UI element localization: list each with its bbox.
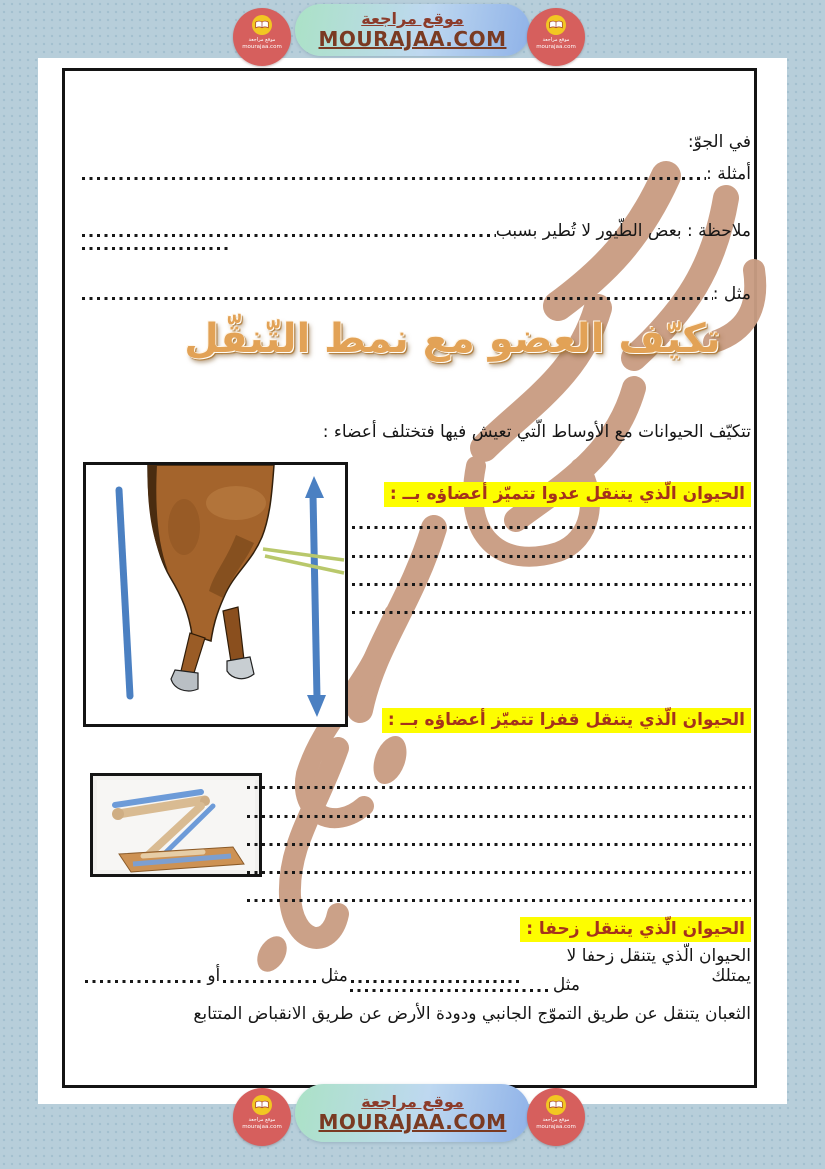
site-name-arabic-link[interactable]: موقع مراجعة: [361, 1091, 464, 1111]
answer-blank-line: [247, 786, 751, 789]
worksheet-page: [38, 58, 787, 1104]
open-book-icon: [252, 15, 272, 35]
like-line: [82, 284, 751, 304]
note-line: [82, 221, 751, 241]
logo-text-domain: mourajaa.com: [242, 43, 282, 50]
footer-banner: [0, 1084, 825, 1148]
crawl-like2-label: مثل: [552, 975, 580, 995]
crawl-text: الحيوان الّذي يتنقل زحفا لا يمتلك: [566, 946, 751, 986]
logo-text-domain: mourajaa.com: [536, 43, 576, 50]
answer-blank-line: [247, 899, 751, 902]
jumping-leg-figure: [90, 773, 262, 877]
site-domain-link[interactable]: MOURAJAA.COM: [318, 27, 507, 52]
jump-section-heading: [382, 708, 751, 733]
logo-text-arabic: موقع مراجعة: [542, 37, 570, 43]
answer-blank-line: [247, 815, 751, 818]
mourajaa-logo-badge: [233, 1088, 291, 1146]
jump-highlight: الحيوان الّذي يتنقل قفزا تتميّز أعضاؤه بــ :: [382, 708, 751, 733]
note-text: ملاحظة : بعض الطّيور لا تُطير بسبب: [495, 221, 751, 241]
air-section-label: في الجوّ:: [687, 132, 751, 152]
crawl-section-heading: [520, 917, 751, 942]
answer-blank-inline: [85, 980, 204, 983]
answer-blank-line: [247, 843, 751, 846]
answer-blank-inline: [350, 989, 550, 992]
horse-hind-legs-figure: [83, 462, 348, 727]
examples-line: [82, 164, 751, 184]
snake-note: الثعبان يتنقل عن طريق التموّج الجانبي ودودة الأرض عن طريق الانقباض المتتابع: [193, 1004, 751, 1024]
answer-blank-line: [352, 583, 751, 586]
run-highlight: الحيوان الّذي يتنقل عدوا تتميّز أعضاؤه بــ :: [384, 482, 751, 507]
site-banner-pill[interactable]: [295, 4, 530, 56]
answer-blank-inline: [223, 980, 317, 983]
crawl-or-word: أو: [207, 966, 221, 986]
crawl-highlight: الحيوان الّذي يتنقل زحفا :: [520, 917, 751, 942]
answer-blank-line: [82, 297, 713, 300]
logo-text-arabic: موقع مراجعة: [248, 37, 276, 43]
mourajaa-logo-badge: [527, 8, 585, 66]
lesson-title: تكيّف العضو مع نمط التّنقّل: [184, 316, 721, 362]
answer-blank-line: [352, 611, 751, 614]
site-banner-pill[interactable]: [295, 1084, 530, 1142]
run-section-heading: [384, 482, 751, 507]
open-book-icon: [252, 1095, 272, 1115]
answer-blank-line: [82, 234, 496, 237]
logo-text-domain: mourajaa.com: [536, 1123, 576, 1130]
crawl-like-line: [347, 975, 580, 995]
answer-blank-line: [352, 555, 751, 558]
answer-blank-line: [247, 871, 751, 874]
header-banner: [0, 4, 825, 68]
site-domain-link[interactable]: MOURAJAA.COM: [318, 1110, 507, 1135]
answer-blank-line: [352, 526, 751, 529]
open-book-icon: [546, 15, 566, 35]
mourajaa-logo-badge: [527, 1088, 585, 1146]
examples-label: أمثلة :: [706, 164, 751, 184]
logo-text-domain: mourajaa.com: [242, 1123, 282, 1130]
answer-blank-line: [82, 177, 706, 180]
open-book-icon: [546, 1095, 566, 1115]
site-name-arabic-link[interactable]: موقع مراجعة: [361, 8, 464, 28]
logo-text-arabic: موقع مراجعة: [542, 1117, 570, 1123]
mourajaa-logo-badge: [233, 8, 291, 66]
answer-blank-line: [82, 247, 232, 250]
intro-sentence: تتكيّف الحيوانات مع الأوساط الّتي تعيش فيها فتختلف أعضاء :: [322, 422, 751, 442]
like-label: مثل :: [712, 284, 751, 304]
crawl-like-word: مثل: [320, 966, 348, 986]
logo-text-arabic: موقع مراجعة: [248, 1117, 276, 1123]
